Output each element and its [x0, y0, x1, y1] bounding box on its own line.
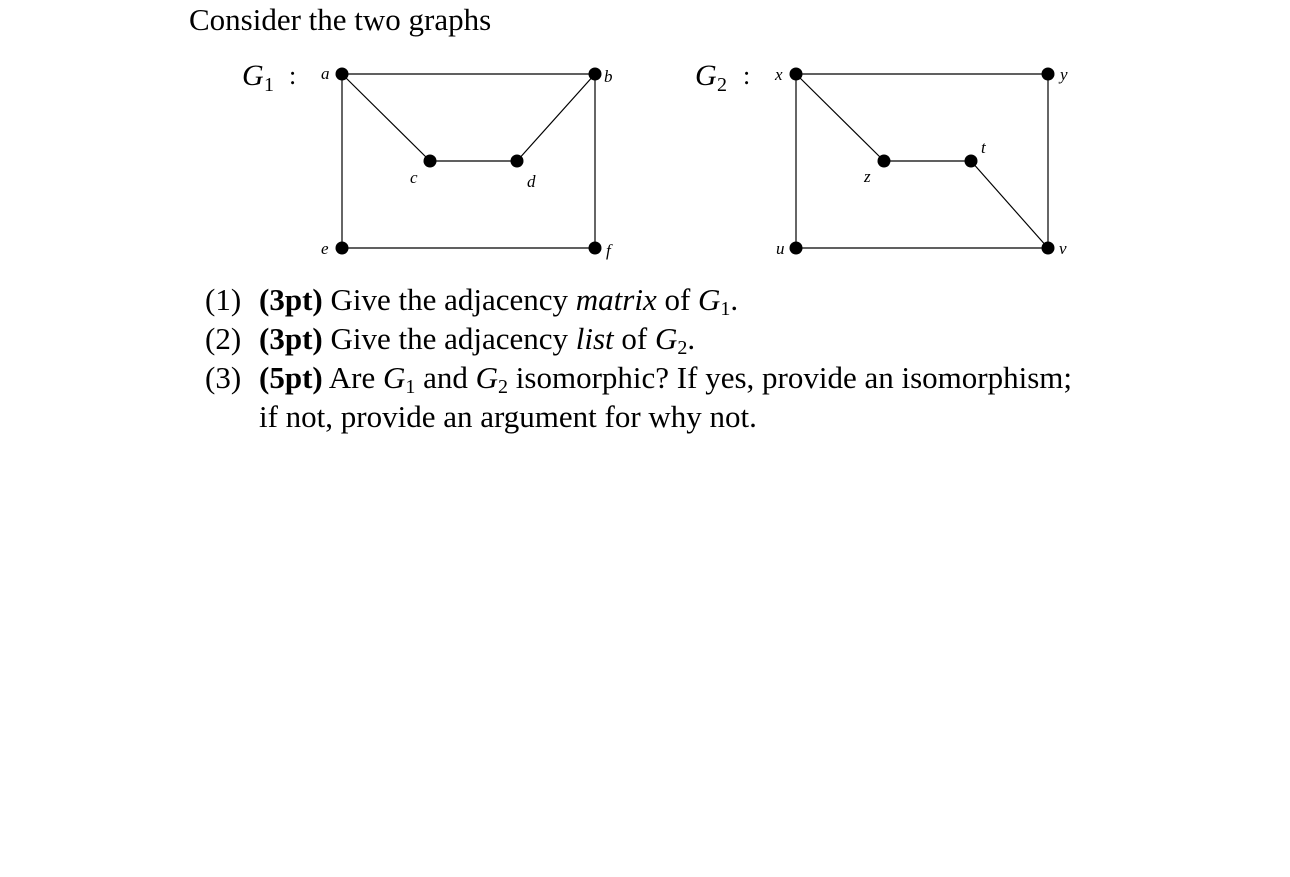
- vertex-x: [790, 68, 803, 81]
- graph1-title: [242, 59, 296, 96]
- question-points: (3pt): [259, 282, 323, 317]
- vertex-t: [965, 155, 978, 168]
- vertex-label-v: v: [1059, 239, 1067, 258]
- vertex-y: [1042, 68, 1055, 81]
- graph2-colon: :: [743, 61, 751, 90]
- edge-t-v: [971, 161, 1048, 248]
- question-text: Are: [328, 360, 376, 395]
- graph-symbol: $G_1$: [698, 282, 731, 320]
- vertex-u: [790, 242, 803, 255]
- question-text: Give the adjacency: [330, 282, 569, 317]
- graph2-title: [695, 59, 750, 96]
- vertex-label-x: x: [775, 65, 783, 84]
- edge-d-b: [517, 74, 595, 161]
- edge-x-z: [796, 74, 884, 161]
- edge-a-c: [342, 74, 430, 161]
- question-2: [205, 319, 1205, 358]
- question-number: (3): [205, 360, 242, 395]
- graph-symbol: $G_2$: [475, 360, 509, 398]
- vertex-label-y: y: [1060, 65, 1068, 84]
- vertex-label-f: f: [606, 241, 611, 260]
- question-number: (1): [205, 282, 242, 317]
- vertex-label-z: z: [864, 167, 871, 186]
- question-emphasis: list: [575, 321, 614, 356]
- vertex-f: [589, 242, 602, 255]
- graph1-name: G: [242, 59, 264, 92]
- question-period: .: [730, 282, 739, 317]
- question-text: of: [664, 282, 691, 317]
- question-points: (3pt): [259, 321, 323, 356]
- graph2-subscript: 2: [717, 74, 727, 96]
- vertex-c: [424, 155, 437, 168]
- question-list: [205, 280, 1205, 436]
- vertex-e: [336, 242, 349, 255]
- question-emphasis: matrix: [575, 282, 657, 317]
- intro-text: Consider the two graphs: [189, 2, 492, 37]
- graph1-vertices: [321, 64, 613, 260]
- question-1: [205, 280, 1205, 319]
- question-text: isomorphic? If yes, provide an isomorphism;: [515, 360, 1072, 395]
- question-points: (5pt): [259, 360, 323, 395]
- vertex-label-b: b: [604, 67, 613, 86]
- graph1-colon: :: [289, 61, 297, 90]
- vertex-d: [511, 155, 524, 168]
- vertex-label-c: c: [410, 168, 418, 187]
- vertex-label-e: e: [321, 239, 329, 258]
- vertex-b: [589, 68, 602, 81]
- graph2-edges: [796, 74, 1048, 248]
- vertex-label-d: d: [527, 172, 536, 191]
- question-text: Give the adjacency: [330, 321, 569, 356]
- vertex-v: [1042, 242, 1055, 255]
- graph-symbol: $G_2$: [655, 321, 688, 359]
- graph-symbol: $G_1$: [383, 360, 416, 398]
- vertex-a: [336, 68, 349, 81]
- graph1-edges: [342, 74, 595, 248]
- graphs-figure: [0, 0, 1290, 280]
- vertex-label-a: a: [321, 64, 330, 83]
- graph2-name: G: [695, 59, 717, 92]
- question-3: [205, 358, 1205, 436]
- vertex-label-u: u: [776, 239, 785, 258]
- question-text: and: [423, 360, 468, 395]
- question-number: (2): [205, 321, 242, 356]
- question-text-continued: if not, provide an argument for why not.: [259, 399, 757, 434]
- question-period: .: [687, 321, 696, 356]
- graph1-subscript: 1: [264, 74, 274, 96]
- vertex-z: [878, 155, 891, 168]
- vertex-label-t: t: [981, 138, 986, 157]
- question-text: of: [621, 321, 648, 356]
